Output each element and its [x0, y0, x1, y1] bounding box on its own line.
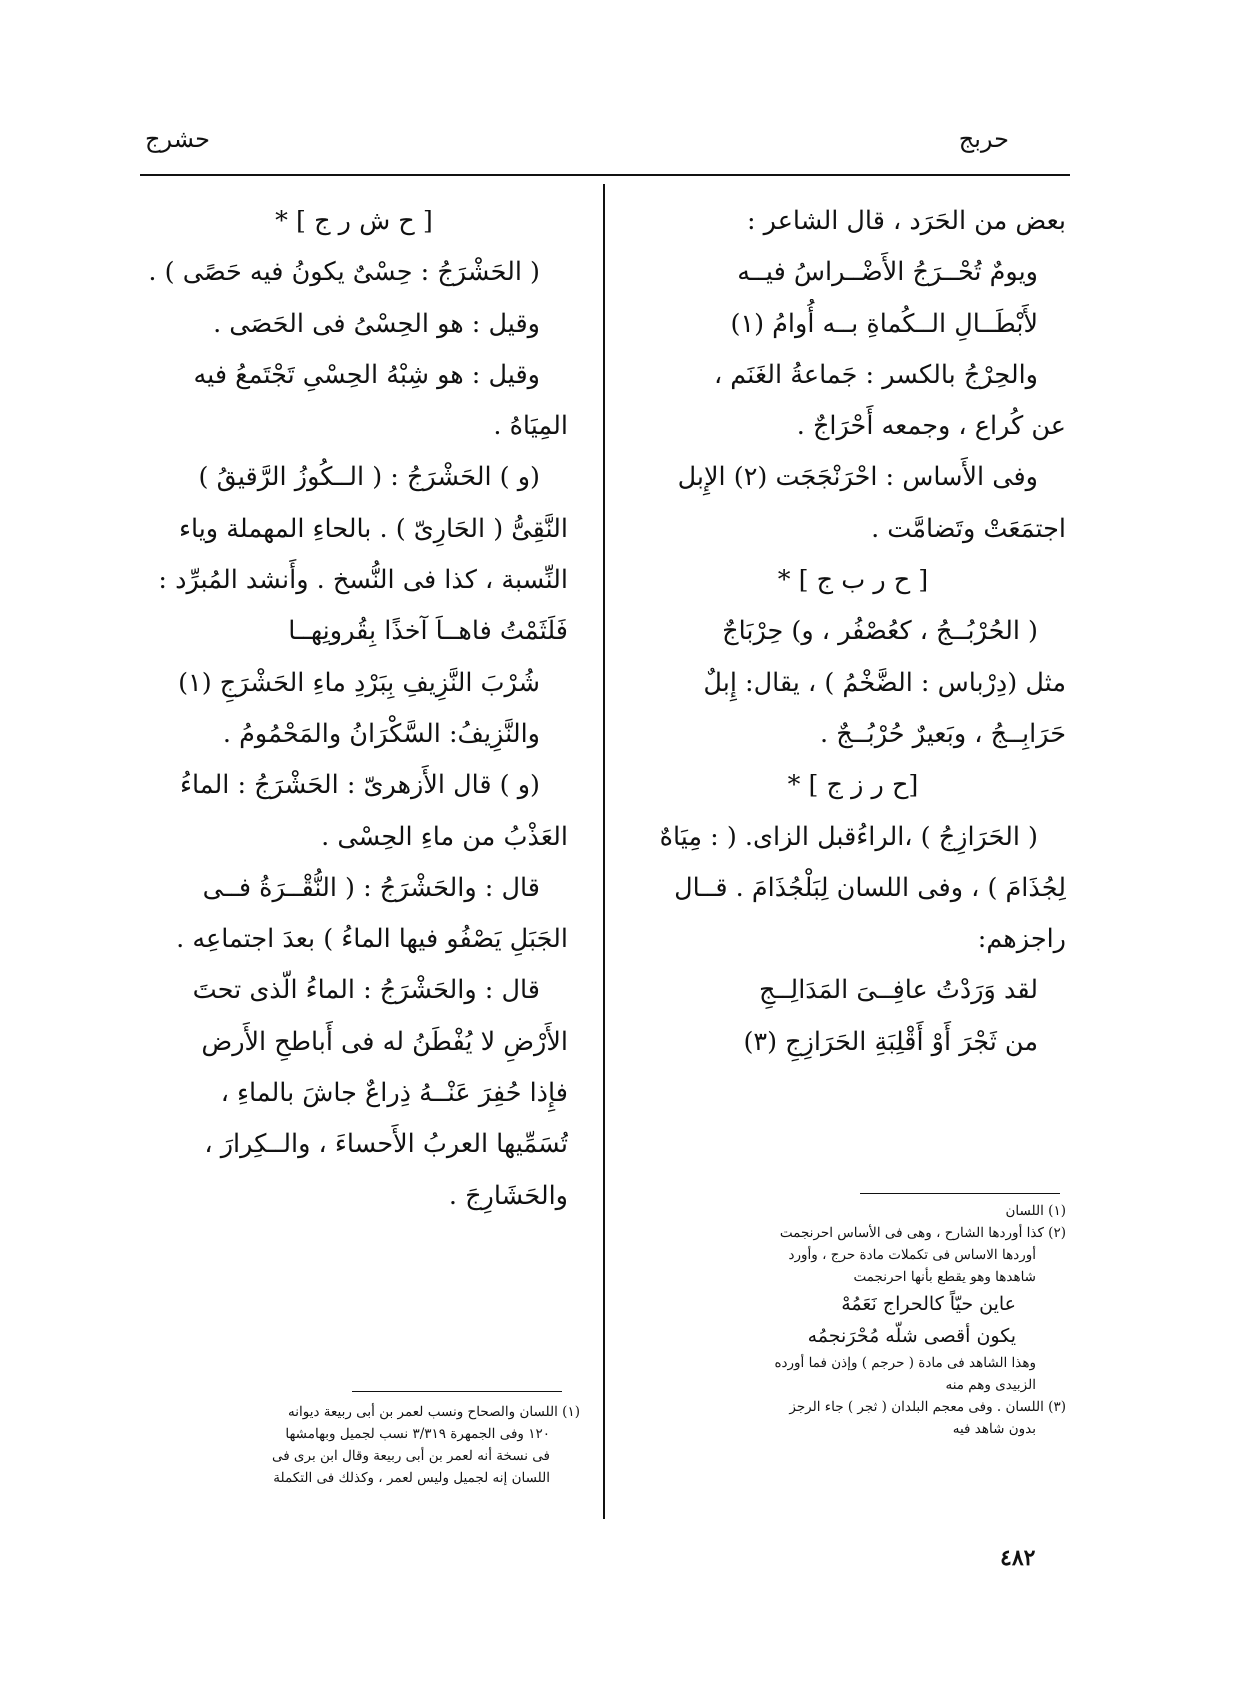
text-line: ( الحَشْرَجُ : حِسْىٌ يكونُ فيه حَصًى ) .: [148, 257, 540, 288]
header-left-word: حشرج: [145, 125, 210, 153]
footnotes-right: [640, 1200, 1066, 1440]
text-line: تُسَمِّيها العربُ الأَحساءَ ، والــكِرارَ ،: [204, 1129, 568, 1160]
left-column: [140, 196, 568, 1222]
verse-line: شُرْبَ النَّزِيفِ بِبَرْدِ ماءِ الحَشْرَجِ (١): [178, 667, 540, 698]
right-column: [640, 196, 1066, 1068]
footnote-rule: [860, 1193, 1060, 1194]
text-line: الأَرْضِ لا يُفْطَنُ له فى أَباطحِ الأَرض: [201, 1026, 568, 1057]
footnote-line: (٣) اللسان . وفى معجم البلدان ( ثجر ) جاء الرجز: [789, 1399, 1066, 1415]
text-line: قال : والحَشْرَجُ : ( النُّقْــرَةُ فــى: [202, 872, 540, 903]
text-line: النِّسبة ، كذا فى النُّسخ . وأَنشد المُبرِّد :: [158, 565, 568, 596]
text-line: اجتمَعَتْ وتَضامَّت .: [871, 513, 1066, 544]
text-line: راجزهم:: [977, 924, 1066, 955]
text-line: والحَشَارِجَ .: [448, 1180, 568, 1211]
footnote-line: وهذا الشاهد فى مادة ( حرجم ) وإذن فما أورده: [774, 1355, 1036, 1371]
column-divider: [603, 184, 605, 1519]
footnote-line: شاهدها وهو يقطع بأنها احرنجمت: [853, 1269, 1036, 1285]
entry-heading: [ ح ش ر ج ] *: [275, 206, 433, 236]
verse-line: فَلَثَمْتُ فاهــاَ آخذًا بِقُرونِهــا: [288, 616, 568, 647]
text-line: الجَبَلِ يَصْفُو فيها الماءُ ) بعدَ اجتماعِه .: [176, 924, 568, 955]
text-line: ( الحُرْبُــجُ ، كعُصْفُر ، و) حِرْبَاجٌ: [722, 616, 1038, 647]
footnote-line: ١٢٠ وفى الجمهرة ٣/٣١٩ نسب لجميل وبهامشها: [285, 1426, 550, 1442]
footnote-line: فى نسخة أنه لعمر بن أبى ربيعة وقال ابن برى فى: [271, 1448, 550, 1464]
text-line: عن كُراع ، وجمعه أَحْرَاجٌ .: [796, 411, 1066, 442]
text-line: حَرَابِــجُ ، وبَعيرٌ حُرْبُــجٌ .: [820, 718, 1066, 749]
text-line: قال : والحَشْرَجُ : الماءُ الّذى تحتَ: [192, 975, 540, 1006]
text-line: والحِرْجُ بالكسر : جَماعةُ الغَنَم ،: [713, 359, 1038, 390]
text-line: المِيَاهُ .: [493, 411, 568, 442]
page-number: ٤٨٢: [1000, 1545, 1036, 1571]
footnote-verse: يكون أقصى شلّه مُحْرَنجمُه: [807, 1325, 1016, 1347]
text-line: والنَّزِيفُ: السَّكْرَانُ والمَحْمُومُ .: [222, 718, 540, 749]
header-right-word: حربج: [958, 125, 1009, 153]
entry-heading: [ ح ر ب ج ] *: [777, 565, 929, 596]
header-rule: [140, 174, 1070, 176]
text-line: النَّقِىُّ ( الحَارِىّ ) . بالحاءِ المهملة وياء: [178, 513, 568, 544]
text-line: (و ) قال الأَزهرىّ : الحَشْرَجُ : الماءُ: [180, 770, 540, 801]
text-line: العَذْبُ من ماءِ الحِسْى .: [321, 821, 568, 852]
footnote-rule: [352, 1391, 562, 1392]
verse-line: ويومٌ تُحْــرَجُ الأَضْــراسُ فيــه: [737, 257, 1038, 288]
text-line: وفى الأَساس : احْرَنْجَجَت (٢) الإِبل: [677, 462, 1038, 493]
footnote-line: (١) اللسان: [1005, 1203, 1066, 1219]
footnote-line: الزبيدى وهم منه: [945, 1377, 1036, 1393]
footnote-line: بدون شاهد فيه: [952, 1421, 1036, 1437]
footnotes-left: [160, 1401, 580, 1489]
text-line: وقيل : هو الحِسْىُ فى الحَصَى .: [213, 308, 540, 339]
footnote-verse: عاين حيّاً كالحراج نَعَمُهْ: [841, 1293, 1016, 1315]
footnote-line: أوردها الاساس فى تكملات مادة حرج ، وأورد: [788, 1247, 1036, 1263]
text-line: لِجُذَامَ ) ، وفى اللسان لِبَلْجُذَامَ . قــال: [674, 872, 1066, 903]
verse-line: من ثَجْرَ أَوْ أَقْلِبَةِ الحَرَازِجِ (٣): [743, 1026, 1038, 1057]
footnote-line: (١) اللسان والصحاح ونسب لعمر بن أبى ربيعة ديوانه: [287, 1404, 580, 1420]
footnote-line: (٢) كذا أوردها الشارح ، وهى فى الأساس احرنجمت: [779, 1225, 1066, 1241]
text-line: بعض من الحَرَد ، قال الشاعر :: [746, 206, 1066, 236]
verse-line: لأَبْطَــالِ الــكُماةِ بــه أُوامُ (١): [730, 308, 1038, 339]
text-line: وقيل : هو شِبْهُ الحِسْىِ تَجْتَمعُ فيه: [193, 359, 540, 390]
text-line: مثل (دِرْباس : الضَّخْمُ ) ، يقال: إِبلٌ: [703, 667, 1066, 698]
text-line: فإِذا حُفِرَ عَنْــهُ ذِراعٌ جاشَ بالماءِ ،: [220, 1078, 568, 1109]
text-line: (و ) الحَشْرَجُ : ( الــكُوزُ الرَّقيقُ ): [198, 462, 540, 493]
text-line: ( الحَرَازِجُ ) ،الراءُقبل الزاى. ( : مِيَاهٌ: [659, 821, 1038, 852]
entry-heading: [ح ر ز ج ] *: [787, 770, 919, 801]
footnote-line: اللسان إنه لجميل وليس لعمر ، وكذلك فى التكملة: [273, 1470, 550, 1486]
verse-line: لقد وَرَدْتُ عافِــىَ المَدَالِــجِ: [759, 975, 1038, 1006]
